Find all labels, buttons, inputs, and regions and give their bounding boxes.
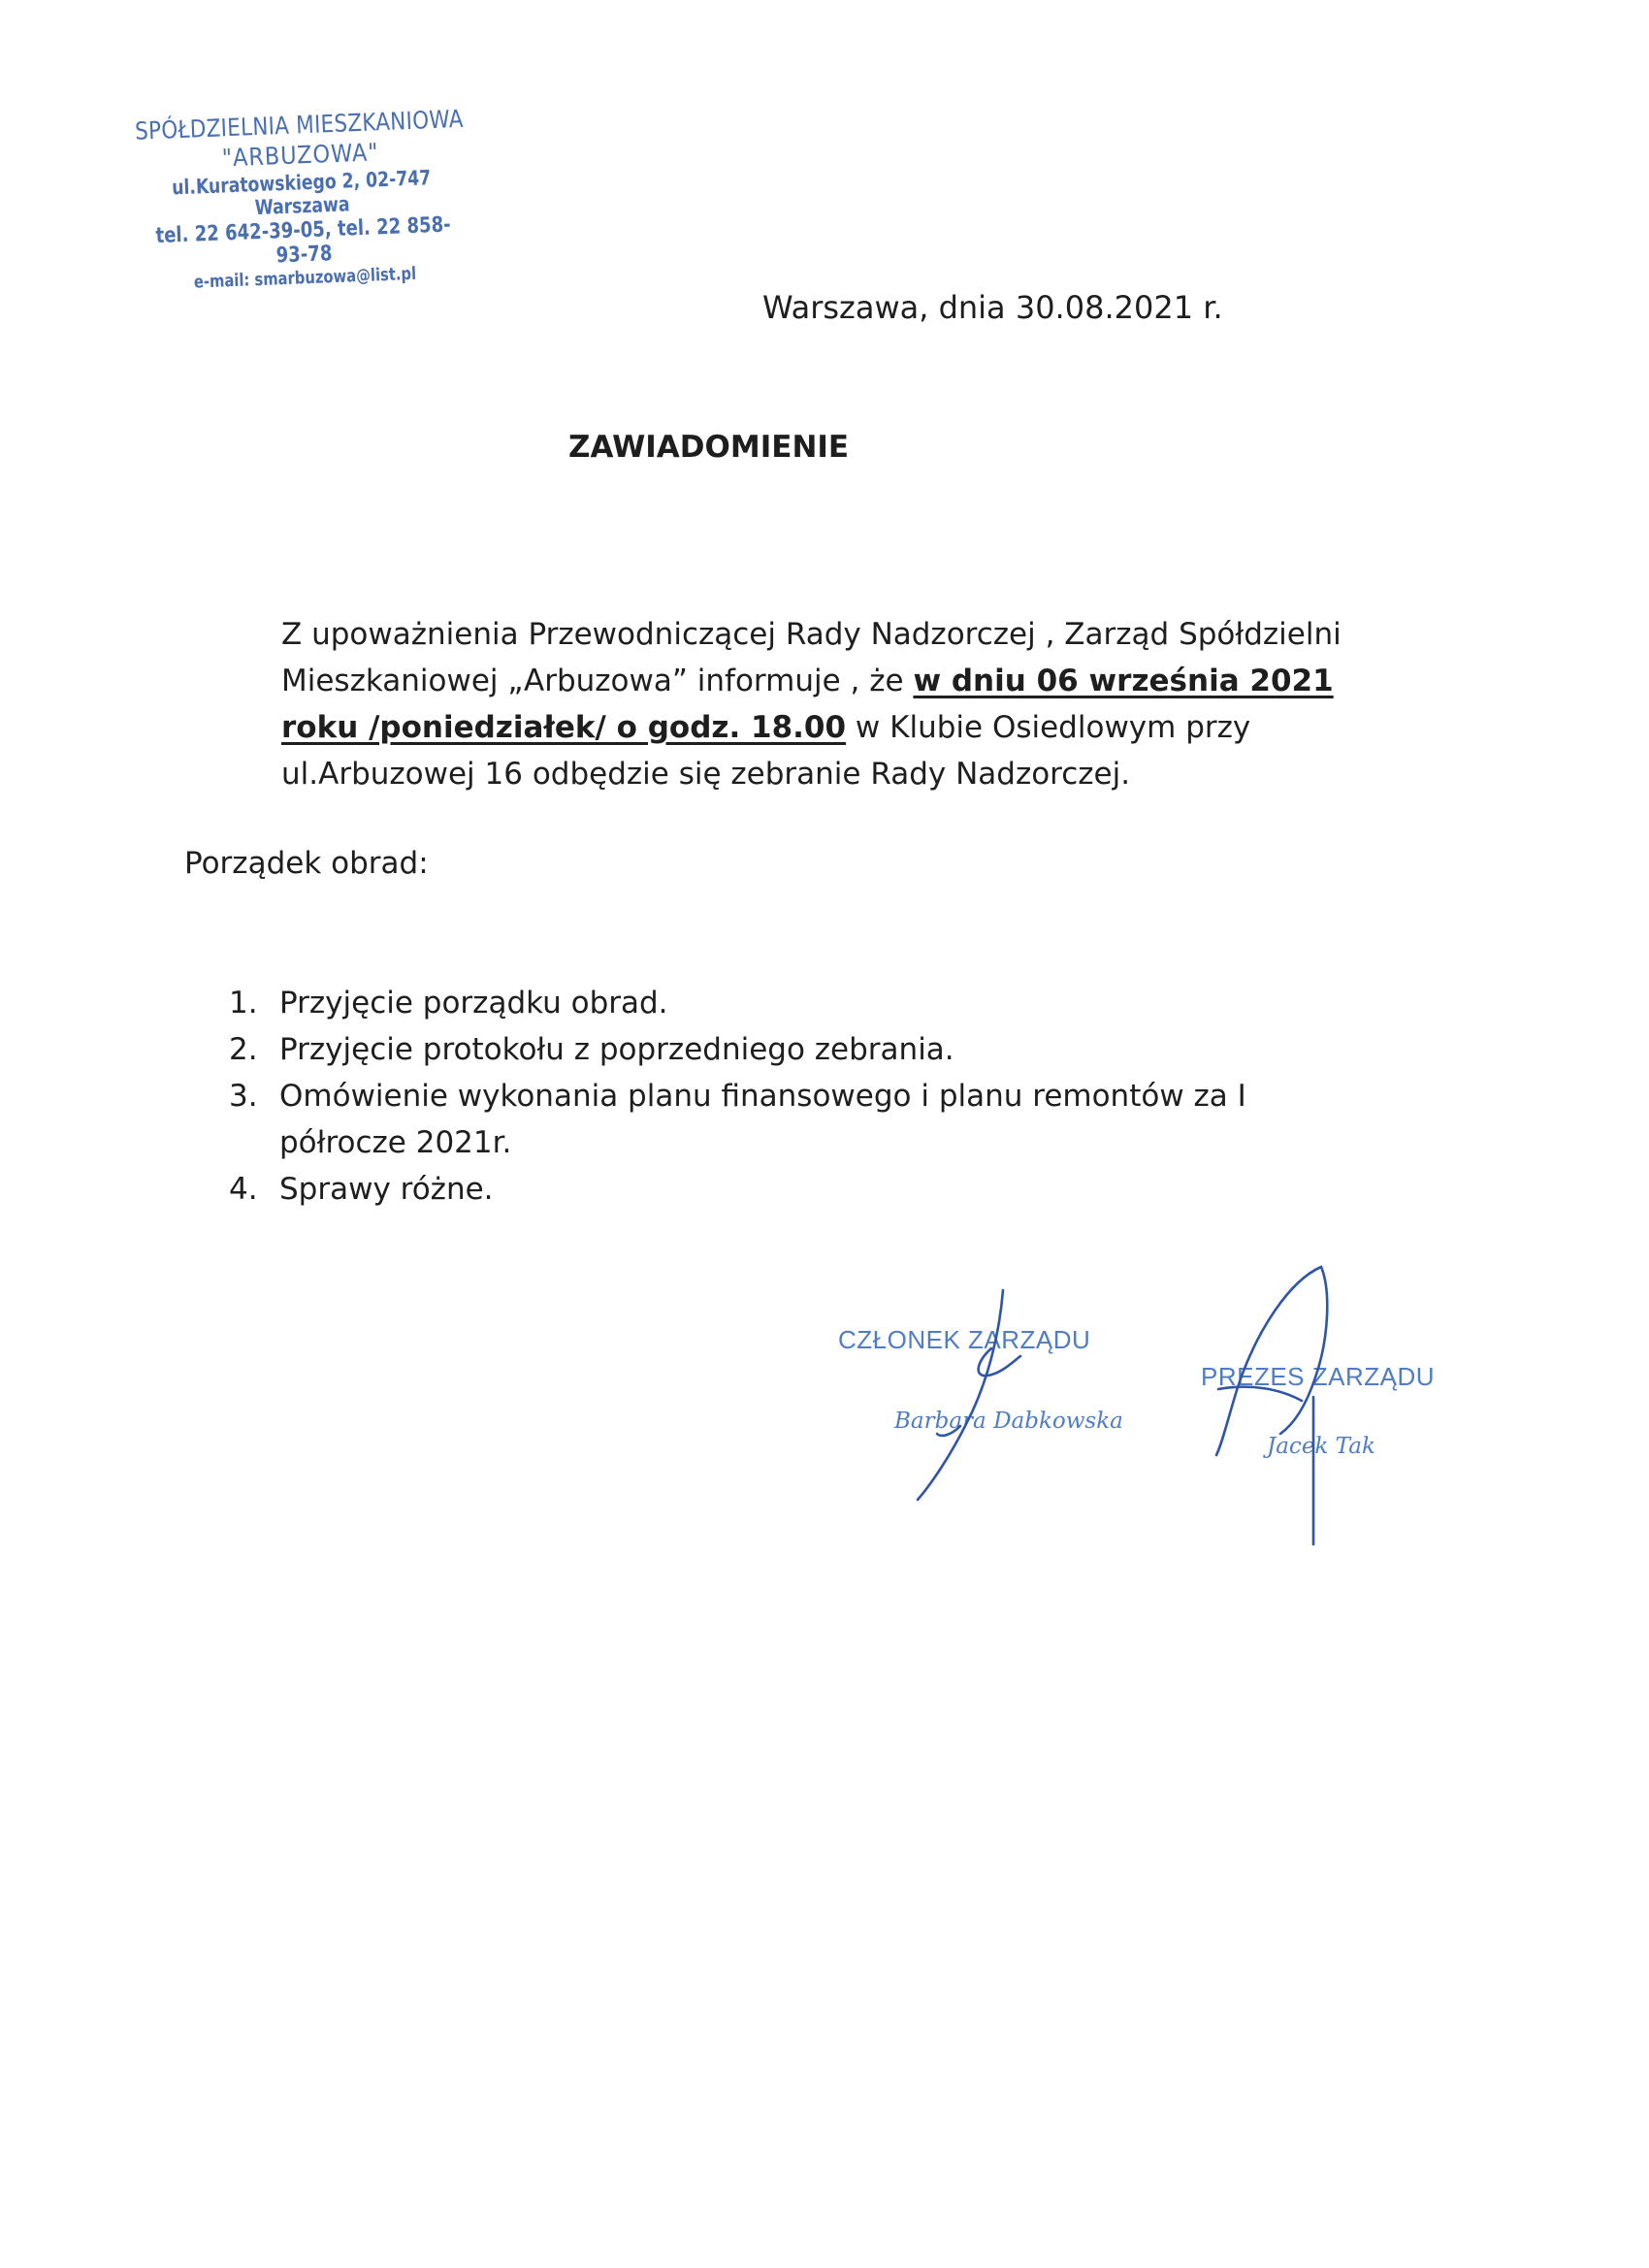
stamp-line-name: SPÓŁDZIELNIA MIESZKANIOWA — [134, 104, 465, 146]
signature-name-president: Jacek Tak — [1267, 1434, 1375, 1459]
list-item-text: Przyjęcie porządku obrad. — [279, 986, 668, 1021]
list-item-text: Sprawy różne. — [279, 1172, 494, 1207]
paragraph-meeting-datetime: w dniu 06 września 2021 roku /poniedziałek/ o godz. 18.00 — [281, 664, 1334, 745]
list-item-text: Przyjęcie protokołu z poprzedniego zebrania. — [279, 1032, 954, 1067]
left-signature-stroke — [918, 1290, 1003, 1500]
stamp-line-address: ul.Kuratowskiego 2, 02-747 Warszawa — [171, 166, 432, 220]
left-signature-loop — [979, 1348, 1020, 1376]
agenda-label: Porządek obrad: — [184, 846, 429, 881]
document-date: Warszawa, dnia 30.08.2021 r. — [762, 289, 1223, 326]
right-signature-loop — [1216, 1267, 1321, 1455]
paragraph-text-start: Z upoważnienia Przewodniczącej Rady Nadzorczej , Zarząd Spółdzielni Mieszkaniowej „Arbuzowa” informuje , że — [281, 617, 1342, 698]
list-item-text: Omówienie wykonania planu finansowego i planu remontów za I półrocze 2021r. — [279, 1079, 1246, 1160]
signature-name-board-member: Barbara Dabkowska — [894, 1409, 1123, 1434]
list-item-number: 3. — [229, 1079, 258, 1114]
stamp-line-phones: tel. 22 642-39-05, tel. 22 858-93-78 — [155, 212, 452, 269]
right-signature-cross — [1218, 1387, 1302, 1401]
paragraph-text-end: w Klubie Osiedlowym przy ul.Arbuzowej 16 odbędzie się zebranie Rady Nadzorczej. — [281, 710, 1251, 792]
list-item-number: 2. — [229, 1032, 258, 1067]
left-signature-tail — [937, 1426, 960, 1436]
stamp-line-email: e-mail: smarbuzowa@list.pl — [193, 263, 417, 293]
signature-role-board-member: CZŁONEK ZARZĄDU — [838, 1325, 1091, 1354]
list-item-number: 1. — [229, 986, 258, 1021]
document-title: ZAWIADOMIENIE — [568, 430, 850, 465]
list-item-number: 4. — [229, 1172, 258, 1207]
signature-role-president: PREZES ZARZĄDU — [1201, 1362, 1436, 1391]
stamp-line-quoted-name: "ARBUZOWA" — [221, 138, 379, 173]
right-signature-arc — [1280, 1267, 1327, 1434]
